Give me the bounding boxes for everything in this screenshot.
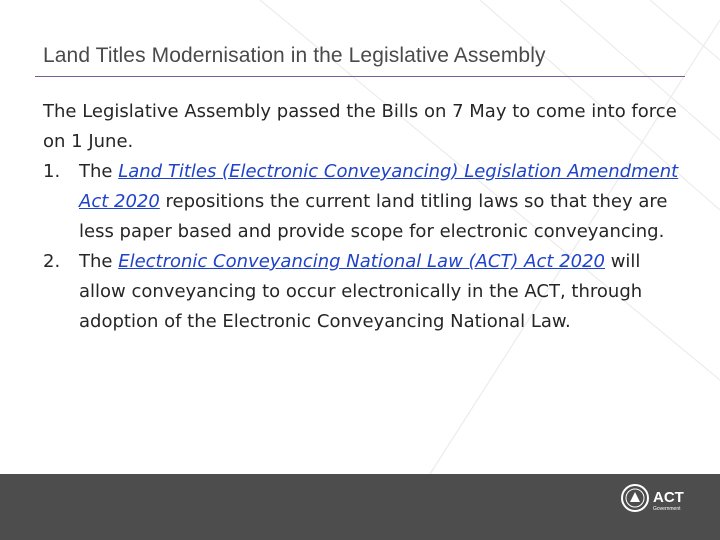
title-divider [35,76,685,77]
slide-title: Land Titles Modernisation in the Legislative Assembly [43,44,546,67]
list-number: 1. [43,161,61,182]
footer-bar [0,474,720,540]
list-item [43,247,683,337]
act-crest-icon [622,485,648,511]
act-link[interactable]: Electronic Conveyancing National Law (ACT) Act 2020 [118,251,605,272]
list-prefix: The [79,251,119,272]
act-link[interactable]: Land Titles (Electronic Conveyancing) Legislation Amendment Act 2020 [79,161,679,212]
list-text: repositions the current land titling laws so that they are less paper based and provide scope for electronic conveyancing. [79,191,668,242]
slide-body [43,97,683,337]
list-number: 2. [43,251,61,272]
logo-text: ACT [653,489,684,506]
act-government-logo [620,481,690,517]
intro-paragraph: The Legislative Assembly passed the Bills on 7 May to come into force on 1 June. [43,101,677,152]
list-item [43,157,683,247]
list-text: will allow conveyancing to occur electronically in the ACT, through adoption of the Electronic Conveyancing National Law. [79,251,643,332]
list-prefix: The [79,161,119,182]
bill-list [43,157,683,337]
logo-subtext: Government [653,506,681,512]
